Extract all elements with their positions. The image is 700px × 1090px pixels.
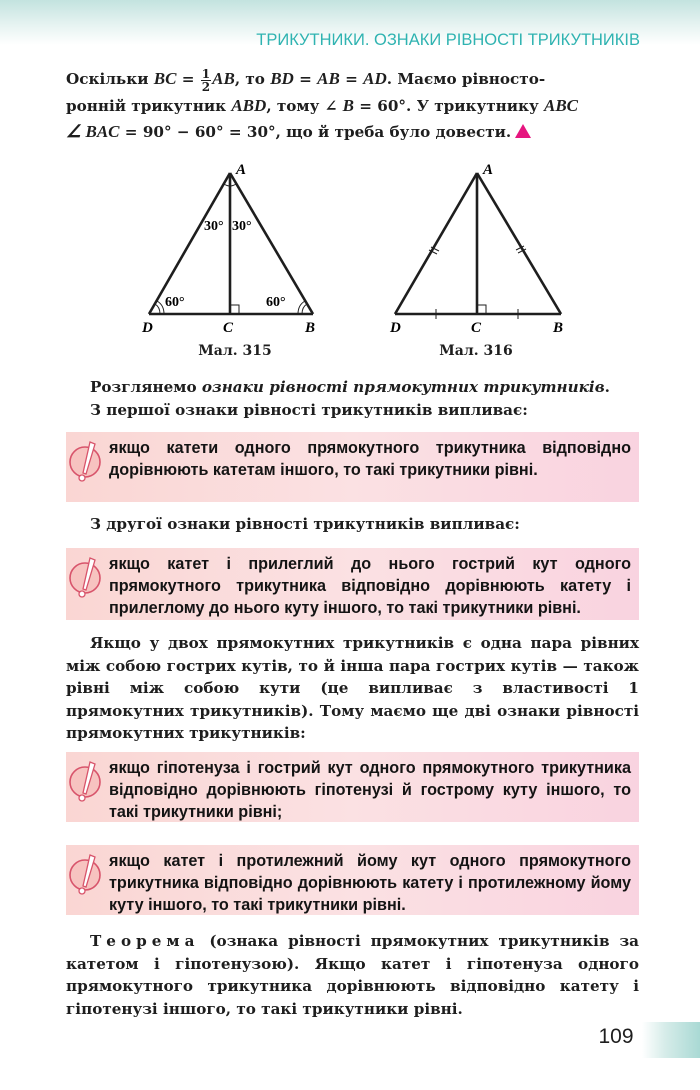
rule-box-2 bbox=[66, 548, 639, 620]
intro-italic-term: ознаки рівності прямокутних трикутників bbox=[201, 378, 605, 396]
vertex-label-a: A bbox=[236, 162, 247, 178]
angle-label-30-right: 30° bbox=[232, 219, 252, 234]
rule-text: якщо гіпотенуза і гострий кут одного прямокутного трикутника відповідно дорівнюють гіпотенузі й гострому куту іншого, то такі трикутники рівні; bbox=[109, 759, 631, 821]
second-sign-text: З другої ознаки рівності трикутників випливає: bbox=[90, 515, 520, 533]
vertex-label-c: C bbox=[471, 320, 482, 336]
rule-text: якщо катет і протилежний йому кут одного прямокутного трикутника відповідно дорівнюють катету і протилежному йому куту іншого, то такі трикутники рівні. bbox=[109, 852, 631, 914]
theorem-statement: Якщо катет і гіпотенуза одного прямокутного трикутника дорівнюють відповідно катету і гіпотенузі іншого, то такі трикутники рівні. bbox=[66, 954, 639, 1018]
theorem-label: Теорема bbox=[90, 932, 200, 950]
figure-316-caption: Мал. 316 bbox=[439, 343, 513, 359]
rule-box-3 bbox=[66, 752, 639, 822]
vertex-label-c: C bbox=[223, 320, 234, 336]
vertex-label-b: B bbox=[553, 320, 564, 336]
qed-triangle-icon bbox=[515, 124, 531, 138]
proof-line-2: ронній трикутник ABD, тому ∠ B = 60°. У трикутнику ABC bbox=[66, 95, 579, 115]
exclamation-icon bbox=[68, 851, 104, 897]
vertex-label-d: D bbox=[390, 320, 401, 336]
angle-label-30-left: 30° bbox=[204, 219, 224, 234]
acute-angle-paragraph: Якщо у двох прямокутних трикутників є одна пара рівних між собою гострих кутів, то й інша пара гострих кутів — також рівні між собою кути (це випливає з властивості 1 прямокутних трикутників). Тому маємо ще дві ознаки рівності прямокутних трикутників: bbox=[66, 634, 639, 742]
exclamation-icon bbox=[68, 554, 104, 600]
rule-text: якщо катети одного прямокутного трикутника відповідно дорівнюють катетам іншого, то такі трикутники рівні. bbox=[109, 439, 631, 479]
running-title: ТРИКУТНИКИ. ОЗНАКИ РІВНОСТІ ТРИКУТНИКІВ bbox=[256, 31, 640, 49]
fraction-one-half: $\frac{1}{2}$ bbox=[201, 66, 211, 94]
exclamation-icon bbox=[68, 758, 104, 804]
vertex-label-b: B bbox=[305, 320, 316, 336]
proof-line-3: ∠ BAC = 90° − 60° = 30°, що й треба було довести. bbox=[66, 119, 636, 145]
vertex-label-d: D bbox=[142, 320, 153, 336]
proof-line-1: Оскільки BC = $\frac{1}{2}$ AB, то BD = AB = AD. Маємо рівносто- bbox=[66, 66, 546, 94]
angle-label-60-right: 60° bbox=[266, 295, 286, 310]
figure-316-triangle bbox=[385, 160, 575, 340]
page-number: 109 bbox=[598, 1025, 634, 1048]
rule-box-4 bbox=[66, 845, 639, 915]
figure-315-caption: Мал. 315 bbox=[198, 343, 272, 359]
theorem-paragraph: Теорема (ознака рівності прямокутних трикутників за катетом і гіпотенузою). Якщо катет і гіпотенуза одного прямокутного трикутника дорівнюють відповідно катету і гіпотенузі іншого, то такі трикутники рівні. bbox=[66, 932, 639, 1018]
intro-paragraph: Розглянемо ознаки рівності прямокутних трикутників. З першої ознаки рівності трикутників випливає: bbox=[90, 378, 610, 419]
page-tab-decoration bbox=[642, 1022, 700, 1058]
exclamation-icon bbox=[68, 438, 104, 484]
figure-315-triangle bbox=[140, 160, 330, 340]
rule-text: якщо катет і прилеглий до нього гострий кут одного прямокутного трикутника відповідно дорівнюють катету і прилеглому до нього куту іншого, то такі трикутники рівні. bbox=[109, 555, 631, 617]
angle-label-60-left: 60° bbox=[165, 295, 185, 310]
rule-box-1 bbox=[66, 432, 639, 502]
vertex-label-a: A bbox=[483, 162, 494, 178]
proof-end-paragraph bbox=[66, 66, 636, 145]
